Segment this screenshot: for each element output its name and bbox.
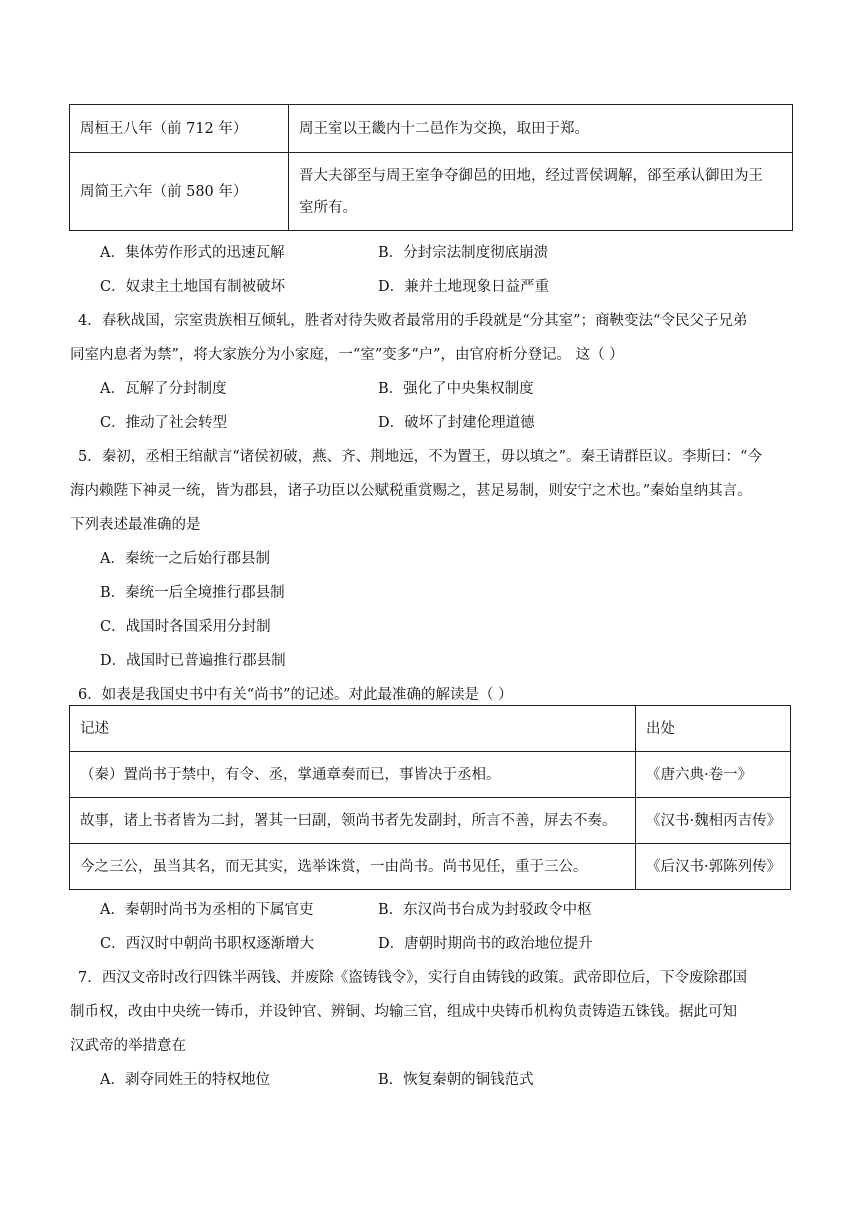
q6-stem: 6．如表是我国史书中有关“尚书”的记述。对此最准确的解读是（ ） (78, 687, 513, 703)
source-cell: 《汉书·魏相丙吉传》 (636, 798, 791, 844)
q4-option-b: B．强化了中央集权制度 (378, 381, 534, 397)
q7-option-a: A．剥夺同姓王的特权地位 (100, 1072, 270, 1088)
source-cell: 《唐六典·卷一》 (636, 752, 791, 798)
q4-option-a: A．瓦解了分封制度 (100, 381, 227, 397)
table-row (70, 153, 793, 231)
q5-option-d: D．战国时已普遍推行郡县制 (100, 653, 286, 669)
q6-option-c: C．西汉时中朝尚书职权逐渐增大 (100, 936, 315, 952)
q4-option-d: D．破坏了封建伦理道德 (378, 415, 535, 431)
q5-option-b: B．秦统一后全境推行郡县制 (100, 585, 285, 601)
q5-stem-line: 下列表述最准确的是 (70, 517, 201, 533)
q4-stem-line: 4．春秋战国，宗室贵族相互倾轧，胜者对待失败者最常用的手段就是“分其室”；商鞅变法“令民父子兄弟 (78, 313, 748, 329)
table-header-row (70, 706, 791, 752)
q6-option-d: D．唐朝时期尚书的政治地位提升 (378, 936, 593, 952)
header-source: 出处 (636, 706, 791, 752)
q6-option-b: B．东汉尚书台成为封驳政令中枢 (378, 902, 592, 918)
table-cell-event: 周王室以王畿内十二邑作为交换，取田于郑。 (289, 105, 793, 153)
q5-option-a: A．秦统一之后始行郡县制 (100, 551, 270, 567)
table-row (70, 844, 791, 890)
table-row (70, 105, 793, 153)
q3-option-a: A．集体劳作形式的迅速瓦解 (100, 245, 285, 261)
record-cell: 故事，诸上书者皆为二封，署其一曰副，领尚书者先发副封，所言不善，屏去不奏。 (70, 798, 636, 844)
record-cell: 今之三公，虽当其名，而无其实，选举诛赏，一由尚书。尚书见任，重于三公。 (70, 844, 636, 890)
shangshu-records-table (69, 705, 791, 890)
q7-stem-line: 汉武帝的举措意在 (70, 1038, 186, 1054)
q7-stem-line: 制币权，改由中央统一铸币，并设钟官、辨铜、均输三官，组成中央铸币机构负责铸造五铢钱。据此可知 (70, 1004, 737, 1020)
q3-option-b: B．分封宗法制度彻底崩溃 (378, 245, 549, 261)
table-cell-event-line: 室所有。 (299, 199, 357, 216)
land-exchange-table (69, 104, 793, 231)
q3-option-d: D．兼并土地现象日益严重 (378, 279, 550, 295)
source-cell: 《后汉书·郭陈列传》 (636, 844, 791, 890)
table-cell-event-line: 晋大夫郤至与周王室争夺御邑的田地，经过晋侯调解，郤至承认御田为王 (299, 167, 763, 184)
table-row (70, 752, 791, 798)
table-cell-time: 周简王六年（前 580 年） (70, 153, 289, 231)
q6-option-a: A．秦朝时尚书为丞相的下属官吏 (100, 902, 314, 918)
table-cell-event (289, 153, 793, 231)
q7-stem-line: 7．西汉文帝时改行四铢半两钱、并废除《盗铸钱令》，实行自由铸钱的政策。武帝即位后，下令废除郡国 (78, 970, 747, 986)
q5-stem-line: 海内赖陛下神灵一统，皆为郡县，诸子功臣以公赋税重赏赐之，甚足易制，则安宁之术也。”秦始皇纳其言。 (70, 483, 752, 499)
table-row (70, 798, 791, 844)
q5-option-c: C．战国时各国采用分封制 (100, 619, 271, 635)
q7-option-b: B．恢复秦朝的铜钱范式 (378, 1072, 534, 1088)
q5-stem-line: 5．秦初，丞相王绾献言“诸侯初破，燕、齐、荆地远，不为置王，毋以填之”。秦王请群臣议。李斯曰：“今 (78, 449, 762, 465)
table-cell-time: 周桓王八年（前 712 年） (70, 105, 289, 153)
header-record: 记述 (70, 706, 636, 752)
q3-option-c: C．奴隶主土地国有制被破坏 (100, 279, 286, 295)
q4-option-c: C．推动了社会转型 (100, 415, 228, 431)
q4-stem-line: 同室内息者为禁”，将大家族分为小家庭，一“室”变多“户”，由官府析分登记。 这（ ） (70, 347, 624, 363)
record-cell: （秦）置尚书于禁中，有令、丞，掌通章奏而已，事皆决于丞相。 (70, 752, 636, 798)
